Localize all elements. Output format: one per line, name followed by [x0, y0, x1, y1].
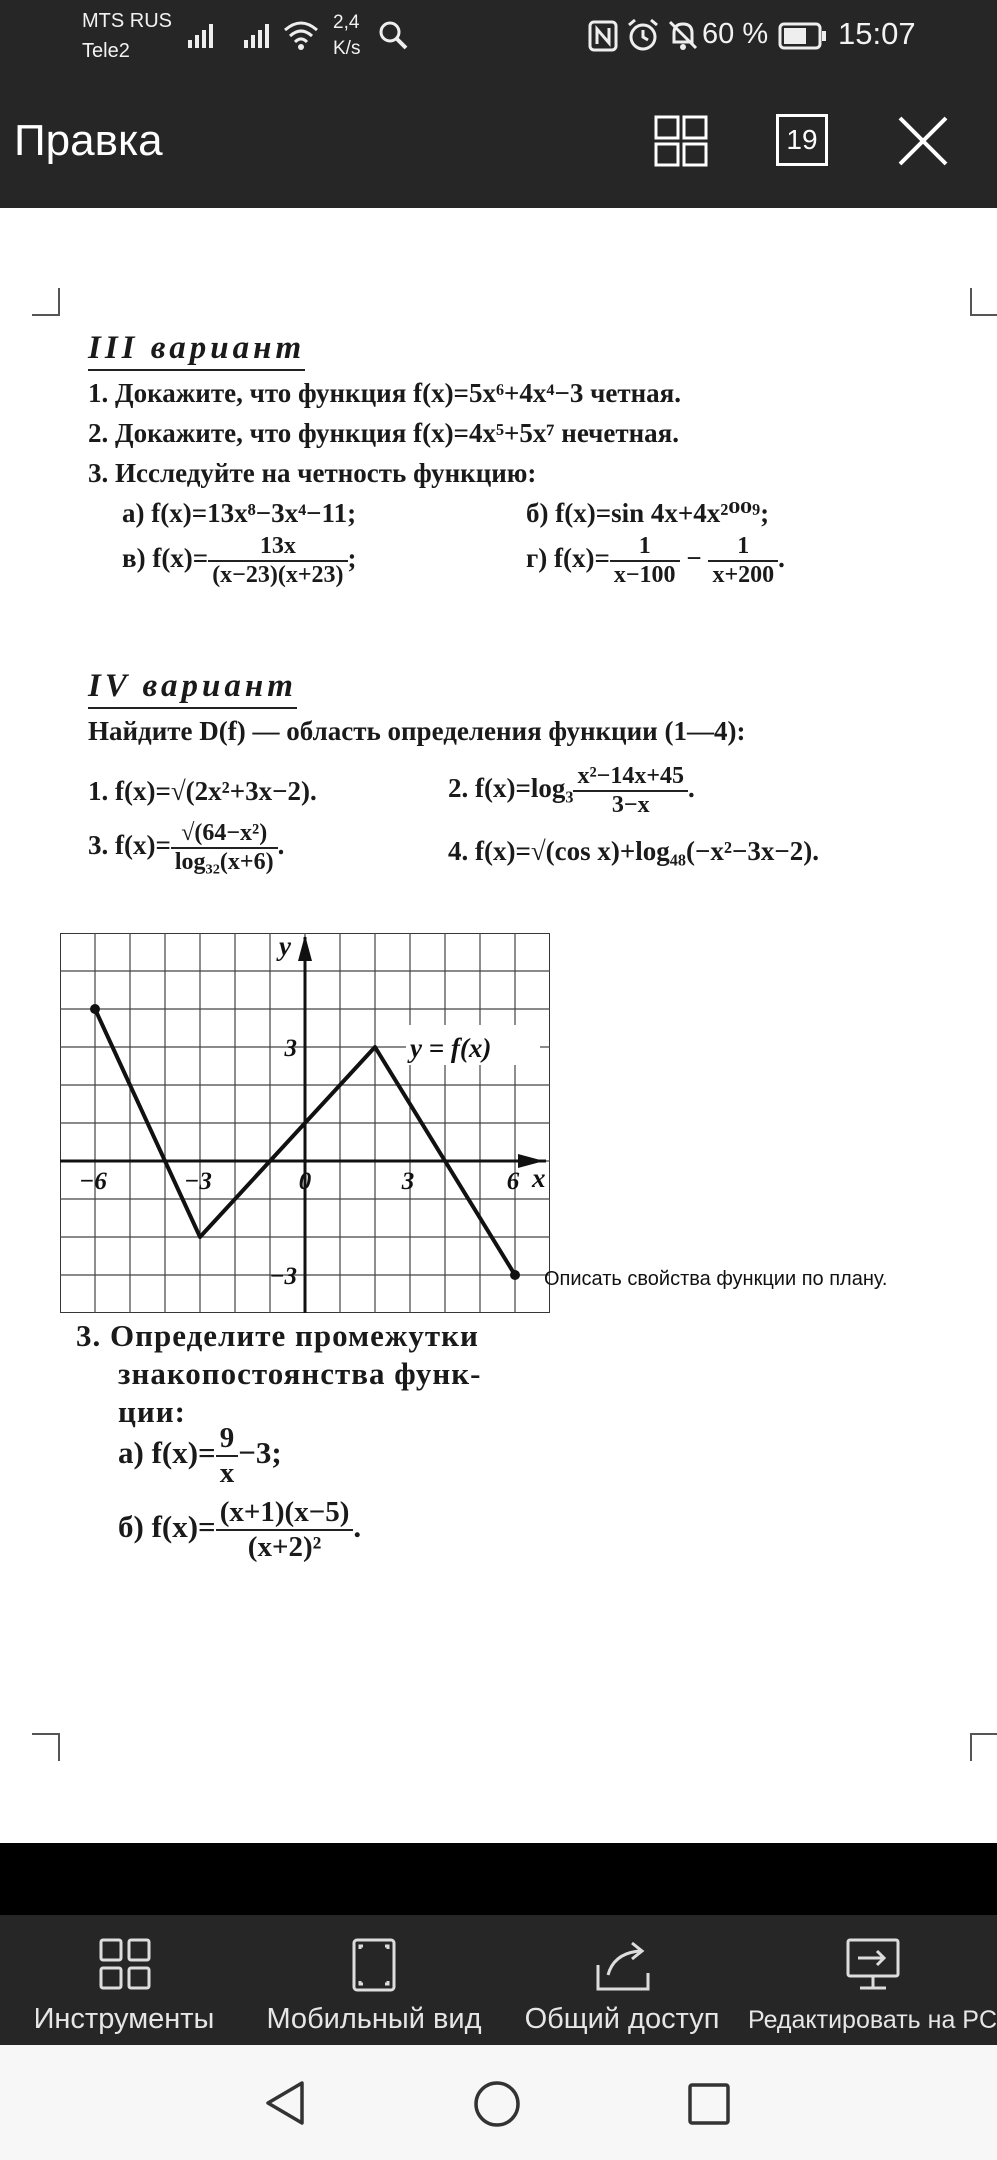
tools-button[interactable]	[0, 1915, 248, 2045]
wifi-icon	[282, 18, 320, 52]
tools-label: Инструменты	[33, 2003, 215, 2035]
task3-fraction-a: $\frac{9}{x}$	[216, 1422, 239, 1490]
y-axis-label: y	[279, 933, 291, 961]
x-tick-label: 3	[401, 1168, 415, 1195]
task3-line-1: 3. Определите промежутки	[76, 1318, 479, 1353]
v4-task-1: 1. f(x)=√(2x²+3x−2).	[88, 776, 317, 806]
net-speed-unit: K/s	[333, 38, 361, 59]
share-label: Общий доступ	[524, 2003, 720, 2035]
alarm-icon	[626, 18, 660, 52]
v3-fraction-g1: $\frac{1}{x-100}$	[610, 533, 680, 589]
task3-a: а) f(x)= $\frac{9}{x}$ −3;	[118, 1422, 282, 1489]
top-app-bar	[0, 70, 997, 208]
x-tick-label: 6	[506, 1168, 520, 1195]
carrier-2: Tele2	[82, 40, 130, 62]
mobile-view-icon	[348, 1937, 400, 1993]
v4-task-3: 3. f(x)= $\frac{\text{√(64−x²)}}{\text{log₃₂(x+6)}}$ .	[88, 820, 285, 875]
v4-task-2: 2. f(x)=log₃ $\frac{\text{x²−14x+45}}{3-x}$ .	[448, 763, 695, 818]
clock: 15:07	[838, 16, 916, 51]
search-icon	[378, 20, 410, 52]
task3-fraction-b: $\frac{(x+1)(x-5)}{\text{(x+2)²}}$	[216, 1496, 354, 1564]
back-icon[interactable]	[262, 2079, 308, 2127]
v4-intro: Найдите D(f) — область определения функции (1—4):	[88, 716, 746, 746]
close-icon[interactable]	[896, 114, 950, 168]
crop-mark-bottom-right	[970, 1733, 997, 1761]
v3-task-3g: г) f(x)= $\frac{1}{x-100}$ − $\frac{1}{x+200}$ .	[526, 533, 785, 588]
variant-3-heading: III вариант	[88, 330, 305, 371]
task3-line-3: ции:	[118, 1394, 186, 1429]
edit-on-pc-label: Редактировать на PC	[748, 2006, 997, 2034]
function-graph	[60, 933, 550, 1313]
page-count: 19	[786, 124, 818, 155]
tools-icon	[98, 1937, 152, 1991]
crop-mark-top-left	[32, 288, 60, 316]
task3-line-2: знакопостоянства функ-	[118, 1356, 482, 1391]
v3-task-3v: в) f(x)= $\frac{13x}{(x-23)(x+23)}$ ;	[122, 533, 357, 588]
edit-on-pc-button[interactable]	[748, 1915, 996, 2045]
series-endpoint	[510, 1270, 520, 1280]
page-count-badge[interactable]	[776, 114, 828, 166]
series-label: y = f(x)	[410, 1033, 492, 1063]
y-tick-label: 3	[284, 1035, 297, 1062]
page-title: Правка	[14, 116, 163, 165]
x-axis-label: x	[532, 1163, 546, 1193]
mobile-view-label: Мобильный вид	[266, 2003, 482, 2035]
system-nav-bar	[0, 2045, 997, 2160]
v3-task-2: 2. Докажите, что функция f(x)=4x⁵+5x⁷ нечетная.	[88, 418, 680, 448]
x-tick-label: −6	[79, 1168, 107, 1195]
mute-bell-icon	[666, 18, 700, 52]
document-page	[0, 208, 997, 1843]
carrier-1: MTS RUS	[82, 10, 172, 32]
y-tick-label: −3	[269, 1263, 297, 1290]
crop-mark-top-right	[970, 288, 997, 316]
v4-fraction-2: $\frac{\text{x²−14x+45}}{3-x}$	[573, 763, 688, 819]
status-bar	[0, 0, 997, 70]
battery-icon	[778, 22, 828, 50]
series-endpoint	[90, 1004, 100, 1014]
share-icon	[594, 1937, 652, 1993]
battery-percent: 60 %	[702, 18, 769, 50]
v3-task-3b: б) f(x)=sin 4x+4x²⁰⁰⁹;	[526, 498, 770, 528]
v3-task-3a: а) f(x)=13x⁸−3x⁴−11;	[122, 498, 357, 528]
net-speed-value: 2,4	[333, 12, 360, 33]
v3-task-3: 3. Исследуйте на четность функцию:	[88, 458, 537, 488]
crop-mark-bottom-left	[32, 1733, 60, 1761]
v3-task-1: 1. Докажите, что функция f(x)=5x⁶+4x⁴−3 четная.	[88, 378, 682, 408]
signal-icon-2	[242, 20, 276, 50]
edit-on-pc-icon	[844, 1937, 902, 1993]
grid-view-icon[interactable]	[654, 115, 708, 167]
v4-task-4: 4. f(x)=√(cos x)+log₄₈(−x²−3x−2).	[448, 836, 819, 866]
bottom-toolbar	[0, 1915, 997, 2045]
v3-fraction-v: $\frac{13x}{(x-23)(x+23)}$	[208, 533, 347, 589]
x-tick-label: 0	[298, 1168, 312, 1195]
variant-4-heading: IV вариант	[88, 668, 297, 709]
share-button[interactable]	[508, 1915, 736, 2045]
recents-icon[interactable]	[686, 2081, 732, 2127]
mobile-view-button[interactable]	[252, 1915, 496, 2045]
v4-fraction-3: $\frac{\text{√(64−x²)}}{\text{log₃₂(x+6)}}$	[171, 820, 278, 876]
task3-b: б) f(x)= $\frac{(x+1)(x-5)}{\text{(x+2)²}}$ .	[118, 1496, 362, 1563]
x-tick-label: −3	[184, 1168, 212, 1195]
home-icon[interactable]	[472, 2079, 522, 2129]
signal-icon	[186, 20, 220, 50]
nfc-icon	[588, 20, 618, 52]
v3-fraction-g2: $\frac{1}{x+200}$	[708, 533, 778, 589]
graph-note: Описать свойства функции по плану.	[544, 1268, 888, 1290]
black-band	[0, 1843, 997, 1915]
